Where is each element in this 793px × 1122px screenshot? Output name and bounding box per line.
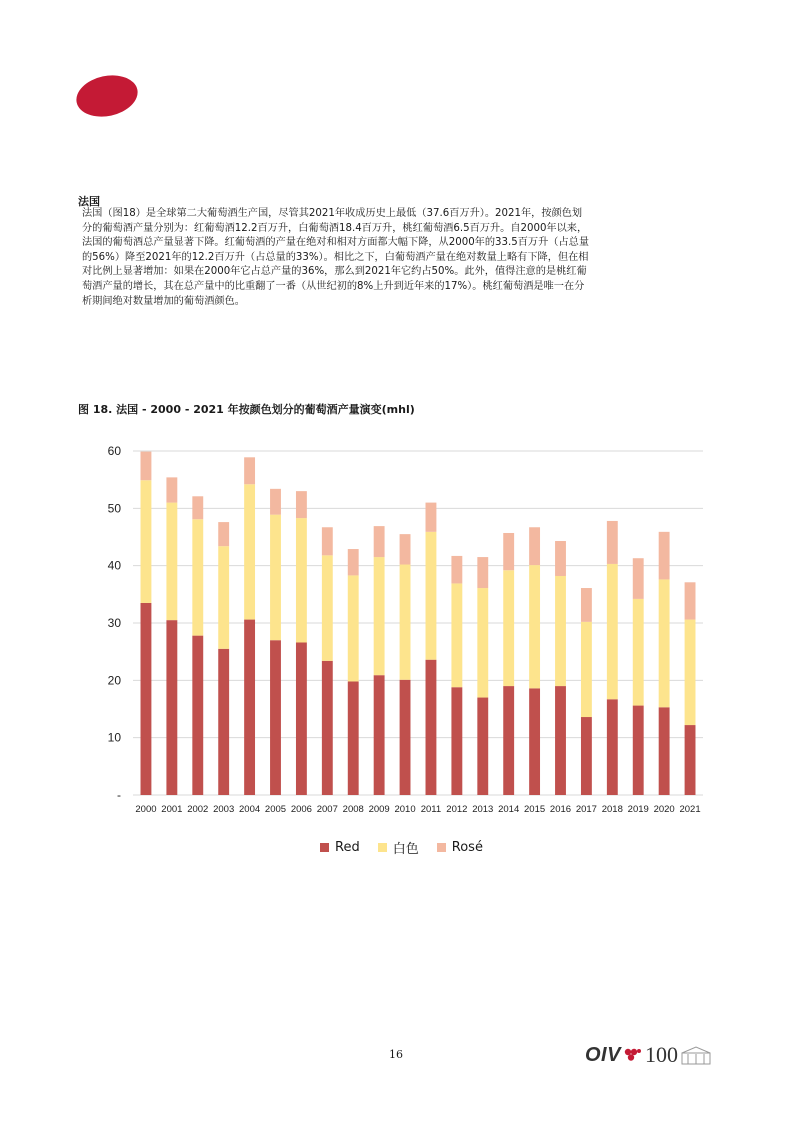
bar-segment: [607, 564, 618, 699]
bar-segment: [451, 583, 462, 687]
bar-segment: [322, 527, 333, 555]
bar-segment: [503, 533, 514, 570]
bar-segment: [400, 534, 411, 564]
x-tick-label: 2015: [524, 804, 546, 815]
oiv-logo-text: OIV: [585, 1043, 621, 1066]
bar-segment: [374, 675, 385, 795]
legend-label: Red: [335, 840, 360, 855]
bar-segment: [374, 526, 385, 557]
bar-segment: [166, 477, 177, 502]
bar-segment: [141, 480, 152, 603]
bar-segment: [607, 699, 618, 795]
bar-segment: [400, 680, 411, 795]
legend-item: [437, 838, 483, 857]
x-tick-label: 2018: [601, 804, 623, 815]
bar-segment: [503, 686, 514, 795]
bar-segment: [581, 588, 592, 622]
bar-segment: [244, 457, 255, 484]
bar-segment: [244, 484, 255, 619]
bar-segment: [529, 565, 540, 688]
bar-segment: [477, 557, 488, 588]
bar-segment: [348, 575, 359, 681]
bar-segment: [322, 661, 333, 795]
bar-segment: [192, 496, 203, 519]
bar-segment: [529, 527, 540, 565]
bar-segment: [141, 603, 152, 795]
x-tick-label: 2013: [472, 804, 494, 815]
bar-segment: [296, 491, 307, 518]
y-tick-label: 50: [107, 501, 121, 516]
bar-segment: [270, 489, 281, 515]
x-tick-label: 2020: [653, 804, 675, 815]
bar-segment: [270, 515, 281, 641]
bar-segment: [451, 687, 462, 795]
bar-segment: [659, 579, 670, 707]
chart-legend: [0, 838, 793, 857]
bar-segment: [685, 725, 696, 795]
building-icon: [681, 1045, 711, 1065]
oiv-100-logo: [585, 1042, 711, 1068]
x-tick-label: 2019: [627, 804, 649, 815]
bar-segment: [374, 557, 385, 675]
legend-item: [320, 838, 360, 857]
legend-label: Rosé: [451, 840, 483, 855]
bar-segment: [659, 532, 670, 580]
x-tick-label: 2007: [316, 804, 338, 815]
legend-label: 白色: [392, 842, 419, 857]
bar-segment: [296, 642, 307, 795]
bar-segment: [400, 565, 411, 680]
bar-segment: [218, 546, 229, 649]
bar-segment: [555, 541, 566, 576]
bar-segment: [348, 549, 359, 575]
bar-segment: [503, 570, 514, 686]
bar-segment: [581, 717, 592, 795]
bar-segment: [192, 519, 203, 635]
x-tick-label: 2008: [342, 804, 364, 815]
y-tick-label: 30: [107, 616, 121, 630]
y-tick-label: -: [117, 788, 121, 802]
x-tick-label: 2001: [161, 804, 183, 815]
bar-segment: [426, 503, 437, 532]
y-tick-label: 20: [107, 673, 121, 688]
figure-title: 图 18. 法国 - 2000 - 2021 年按颜色划分的葡萄酒产量演变(mhl): [78, 403, 415, 416]
logo-number-text: 100: [644, 1042, 678, 1067]
x-tick-label: 2009: [368, 804, 390, 815]
x-tick-label: 2000: [135, 804, 157, 815]
legend-swatch: [378, 843, 387, 852]
page-number: 16: [389, 1048, 403, 1061]
bar-segment: [322, 555, 333, 660]
bar-segment: [218, 649, 229, 795]
section-body: 法国（图18）是全球第二大葡萄酒生产国，尽管其2021年收成历史上最低（37.6百万升）。2021年，按颜色划分的葡萄酒产量分别为：红葡萄酒12.2百万升，白葡萄酒18.4百万升，桃红葡萄酒6.5百万升。自2000年以来，法国的葡萄酒总产量显著下降。红葡萄酒的产量在绝对和相对方面都大幅下降，从2000年的33.5百万升（占总量的56%）降至2021年的12.2百万升（占总量的33%）。相比之下，白葡萄酒产量在绝对数量上略有下降，但在相对比例上显著增加：如果在2000年它占总产量的36%，那么到2021年它约占50%。此外，值得注意的是桃红葡萄酒产量的增长，其在总产量中的比重翻了一番（从世纪初的8%上升到近年来的17%）。桃红葡萄酒是唯一在分析期间绝对数量增加的葡萄酒颜色。: [82, 208, 590, 307]
bar-segment: [192, 636, 203, 795]
bar-segment: [166, 620, 177, 795]
bar-segment: [659, 707, 670, 795]
x-tick-label: 2017: [575, 804, 597, 815]
chart-x-ticks: [135, 804, 700, 815]
legend-item: [378, 838, 419, 857]
bar-segment: [555, 576, 566, 686]
bar-segment: [426, 532, 437, 660]
legend-swatch: [320, 843, 329, 852]
bar-segment: [477, 698, 488, 795]
bar-segment: [633, 558, 644, 599]
bar-segment: [529, 688, 540, 795]
bar-segment: [270, 640, 281, 795]
x-tick-label: 2002: [187, 804, 209, 815]
x-tick-label: 2010: [394, 804, 416, 815]
x-tick-label: 2006: [290, 804, 312, 815]
y-tick-label: 60: [107, 444, 121, 458]
x-tick-label: 2021: [679, 804, 701, 815]
bar-segment: [685, 582, 696, 619]
bar-segment: [166, 503, 177, 621]
y-tick-label: 10: [107, 730, 121, 745]
bar-segment: [244, 620, 255, 795]
bar-segment: [633, 706, 644, 795]
bar-segment: [477, 588, 488, 698]
x-tick-label: 2016: [549, 804, 572, 815]
bar-segment: [348, 681, 359, 795]
bar-segment: [426, 660, 437, 795]
bar-segment: [607, 521, 618, 564]
chart-y-ticks: [108, 444, 122, 802]
grape-icon: [624, 1048, 642, 1062]
x-tick-label: 2011: [420, 804, 442, 815]
bar-segment: [141, 452, 152, 481]
bar-segment: [218, 522, 229, 546]
x-tick-label: 2012: [446, 804, 468, 815]
section-title: 法国: [78, 195, 100, 208]
bar-segment: [633, 599, 644, 706]
bar-segment: [296, 518, 307, 642]
bar-segment: [685, 620, 696, 725]
x-tick-label: 2014: [498, 804, 520, 815]
bar-segment: [451, 556, 462, 584]
bar-segment: [555, 686, 566, 795]
legend-swatch: [437, 843, 446, 852]
y-tick-label: 40: [107, 558, 121, 573]
x-tick-label: 2005: [264, 804, 287, 815]
bar-segment: [581, 622, 592, 717]
x-tick-label: 2003: [213, 804, 235, 815]
x-tick-label: 2004: [239, 804, 261, 815]
